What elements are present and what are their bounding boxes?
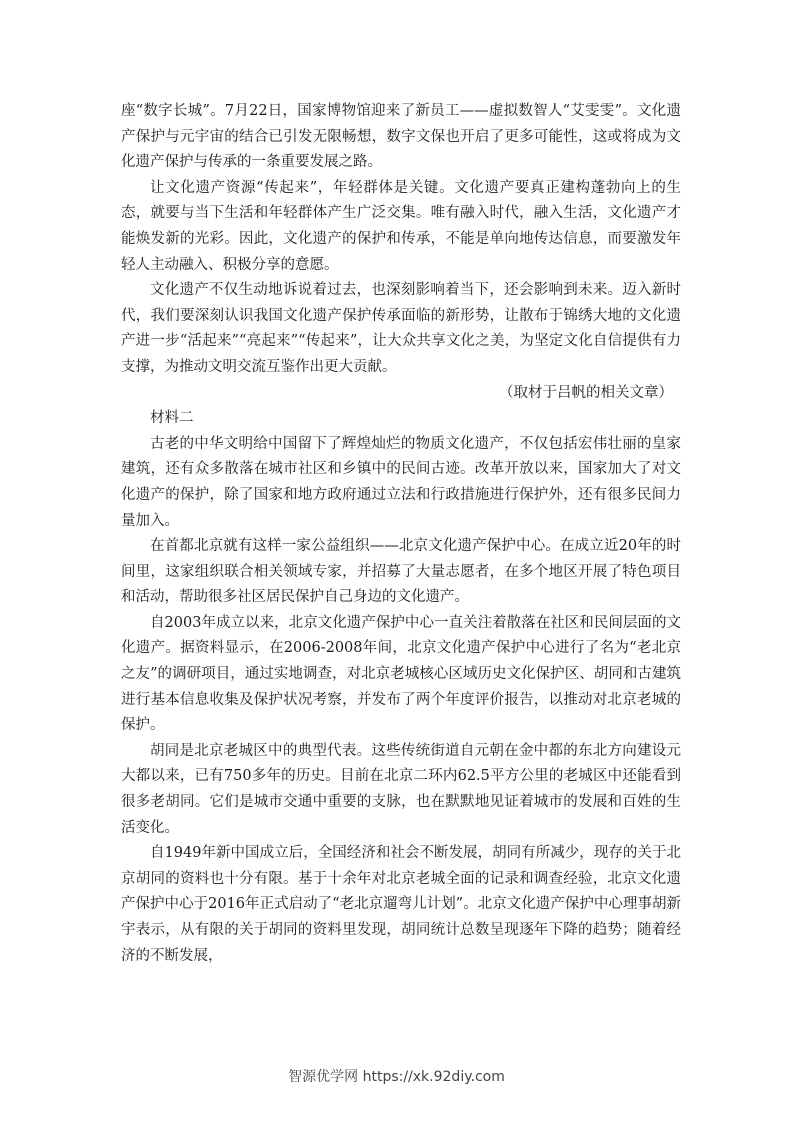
article-body bbox=[121, 99, 681, 969]
paragraph: 古老的中华文明给中国留下了辉煌灿烂的物质文化遗产，不仅包括宏伟壮丽的皇家建筑，还有众多散落在城市社区和乡镇中的民间古迹。改革开放以来，国家加大了对文化遗产的保护，除了国家和地方政府通过立法和行政措施进行保护外，还有很多民间力量加入。 bbox=[121, 435, 681, 529]
source-citation: （取材于吕帆的相关文章） bbox=[499, 384, 673, 401]
paragraph: 让文化遗产资源“传起来”，年轻群体是关键。文化遗产要真正建构蓬勃向上的生态，就要与当下生活和年轻群体产生广泛交集。唯有融入时代，融入生活，文化遗产才能焕发新的光彩。因此，文化遗产的保护和传承，不能是单向地传达信息，而要激发年轻人主动融入、积极分享的意愿。 bbox=[121, 179, 681, 273]
paragraph: 在首都北京就有这样一家公益组织——北京文化遗产保护中心。在成立近20年的时间里，这家组织联合相关领域专家，并招募了大量志愿者，在多个地区开展了特色项目和活动，帮助很多社区居民保护自己身边的文化遗产。 bbox=[121, 538, 681, 606]
paragraph: 自2003年成立以来，北京文化遗产保护中心一直关注着散落在社区和民间层面的文化遗产。据资料显示，在2006-2008年间，北京文化遗产保护中心进行了名为“老北京之友”的调研项目，通过实地调查，对北京老城核心区域历史文化保护区、胡同和古建筑进行基本信息收集及保护状况考察，并发布了两个年度评价报告，以推动对北京老城的保护。 bbox=[121, 614, 681, 734]
page-footer-watermark: 智源优学网 https://xk.92diy.com bbox=[288, 1069, 505, 1085]
paragraph: 文化遗产不仅生动地诉说着过去，也深刻影响着当下，还会影响到未来。迈入新时代，我们要深刻认识我国文化遗产保护传承面临的新形势，让散布于锦绣大地的文化遗产进一步“活起来”“亮起来”“传起来”，让大众共享文化之美，为坚定文化自信提供有力支撑，为推动文明交流互鉴作出更大贡献。 bbox=[121, 282, 681, 375]
paragraph: 自1949年新中国成立后，全国经济和社会不断发展，胡同有所减少，现存的关于北京胡同的资料也十分有限。基于十余年对北京老城全面的记录和调查经验，北京文化遗产保护中心于2016年正式启动了“老北京遛弯儿计划”。北京文化遗产保护中心理事胡新宇表示，从有限的关于胡同的资料里发现，胡同统计总数呈现逐年下降的趋势；随着经济的不断发展， bbox=[121, 845, 681, 964]
paragraph-continued: 座“数字长城”。7月22日，国家博物馆迎来了新员工——虚拟数智人“艾雯雯”。文化遗产保护与元宇宙的结合已引发无限畅想，数字文保也开启了更多可能性，这或将成为文化遗产保护与传承的一条重要发展之路。 bbox=[121, 103, 681, 171]
section-heading: 材料二 bbox=[150, 410, 194, 427]
paragraph: 胡同是北京老城区中的典型代表。这些传统街道自元朝在金中都的东北方向建设元大都以来，已有750多年的历史。目前在北京二环内62.5平方公里的老城区中还能看到很多老胡同。它们是城市交通中重要的支脉，也在默默地见证着城市的发展和百姓的生活变化。 bbox=[121, 742, 681, 836]
